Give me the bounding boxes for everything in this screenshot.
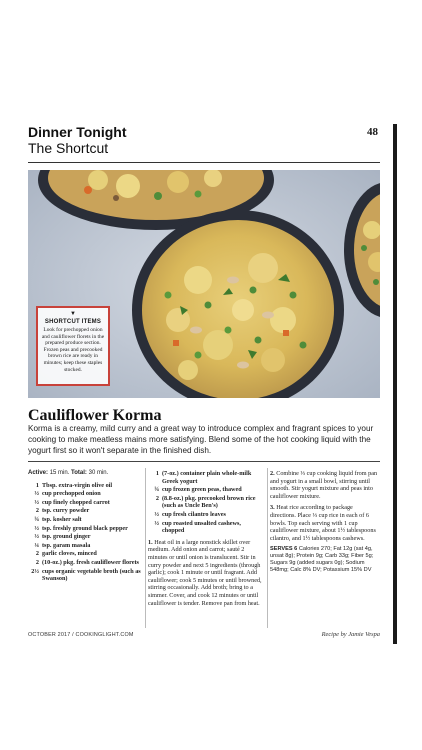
ingredient-text: tsp. freshly ground black pepper	[42, 524, 128, 532]
ingredient-text: tsp. curry powder	[42, 507, 90, 515]
ingredient-quantity: ½	[34, 533, 39, 541]
step-number: 2.	[270, 470, 275, 477]
footer-issue: OCTOBER 2017 / COOKINGLIGHT.COM	[28, 632, 134, 638]
step-text: Heat rice according to package directions. Place ⅓ cup rice in each of 6 bowls. Top each serving with 1 cup cauliflower mixture, about 1½ tablespoons cilantro, and 1½ tablespoons cashews.	[270, 504, 376, 542]
step-3	[270, 504, 380, 542]
time-line	[28, 470, 144, 478]
magazine-page	[24, 118, 380, 648]
shortcut-tip-box	[36, 306, 110, 386]
ingredient-text: cup frozen green peas, thawed	[162, 486, 242, 494]
page-header	[24, 124, 380, 164]
right-margin-rule	[393, 124, 397, 644]
ingredient-quantity: 2	[35, 550, 39, 558]
ingredient-item	[28, 568, 144, 583]
recipe-title: Cauliflower Korma	[28, 407, 162, 424]
ingredient-quantity: 2	[155, 494, 159, 502]
triangle-down-icon: ▼	[70, 311, 76, 317]
ingredient-quantity: ½	[154, 510, 159, 518]
intro-rule	[28, 461, 380, 462]
ingredient-quantity: ½	[34, 490, 39, 498]
ingredient-quantity: 2	[35, 507, 39, 515]
nutrition-text: Calories 270; Fat 12g (sat 4g, unsat 8g); Protein 9g; Carb 33g; Fiber 5g; Sugars 9g (added sugars 0g); Sodium 548mg; Calc 8% DV; Potassium 15% DV	[270, 546, 374, 574]
ingredient-text: tsp. garam masala	[42, 541, 91, 549]
ingredient-item	[28, 516, 144, 524]
ingredient-text: cup prechopped onion	[42, 490, 101, 498]
tip-body: Look for prechopped onion and cauliflower florets in the prepared produce section. Frozen peas and precooked brown rice are ready in minutes; keep these staples stocked.	[41, 327, 105, 373]
nutrition-label: SERVES 6	[270, 546, 298, 553]
total-label: Total:	[71, 470, 87, 476]
ingredient-item	[28, 550, 144, 558]
ingredient-item	[28, 542, 144, 550]
ingredient-quantity: ¾	[154, 486, 159, 494]
ingredient-text: (10-oz.) pkg. fresh cauliflower florets	[42, 558, 139, 566]
ingredient-quantity: ½	[154, 519, 159, 527]
section-subtitle: The Shortcut	[28, 140, 109, 156]
ingredient-item	[28, 525, 144, 533]
ingredient-quantity: ½	[34, 498, 39, 506]
ingredient-text: cups organic vegetable broth (such as Swanson)	[42, 567, 141, 583]
step-text: Combine ⅓ cup cooking liquid from pan and yogurt in a small bowl, stirring until smooth. Stir yogurt mixture and peas into cauliflower mixture.	[270, 470, 378, 500]
step-text: Heat oil in a large nonstick skillet over medium. Add onion and carrot; sauté 2 minutes or until onion is translucent. Stir in curry powder and next 5 ingredients (through garlic); cook 1 minute or until fragrant. Add cauliflower; cook 5 minutes or until browned, stirring occasionally. Add broth; bring to a simmer. Cover, and cook 12 minutes or until cauliflower is tender. Remove pan from heat.	[148, 538, 262, 607]
ingredient-quantity: 1	[35, 481, 39, 489]
recipe-photo	[28, 170, 380, 398]
ingredient-text: cup fresh cilantro leaves	[162, 510, 226, 518]
column-divider	[267, 468, 268, 628]
tip-title: SHORTCUT ITEMS	[44, 319, 102, 325]
ingredient-item	[28, 490, 144, 498]
total-value: 30 min.	[88, 470, 109, 476]
ingredient-quantity: ¼	[34, 541, 39, 549]
ingredient-text: Tbsp. extra-virgin olive oil	[42, 481, 113, 489]
ingredient-item	[148, 511, 264, 519]
recipe-intro: Korma is a creamy, mild curry and a great way to introduce complex and fragrant spices to your cooking to make meatless mains more satisfying. Blend some of the hot cooking liquid with the yogurt first so it won't separate in the finished dish.	[28, 424, 374, 455]
ingredient-item	[28, 499, 144, 507]
ingredient-text: (7-oz.) container plain whole-milk Greek yogurt	[162, 470, 252, 485]
ingredient-text: tsp. kosher salt	[42, 515, 82, 523]
ingredient-quantity: 1	[155, 470, 159, 477]
ingredient-quantity: 2	[35, 558, 39, 566]
ingredient-text: cup finely chopped carrot	[42, 498, 110, 506]
ingredient-text: garlic cloves, minced	[42, 550, 97, 558]
step-number: 1.	[148, 538, 153, 546]
ingredient-quantity: ½	[34, 524, 39, 532]
column-divider	[145, 468, 146, 628]
ingredient-item	[148, 495, 264, 510]
ingredient-text: tsp. ground ginger	[42, 533, 91, 541]
ingredient-item	[148, 470, 264, 485]
ingredient-item	[28, 533, 144, 541]
ingredient-item	[28, 507, 144, 515]
page-number: 48	[367, 126, 378, 138]
footer-credit: Recipe by Jamie Vespa	[321, 631, 380, 638]
ingredient-text: (8.8-oz.) pkg. precooked brown rice (such as Uncle Ben's)	[162, 494, 256, 510]
step-number: 3.	[270, 504, 275, 512]
header-rule	[28, 162, 380, 163]
ingredient-quantity: ¾	[34, 515, 39, 523]
active-label: Active:	[28, 470, 49, 476]
ingredient-item	[28, 482, 144, 490]
ingredient-quantity: 2½	[31, 567, 39, 575]
method-column	[270, 470, 380, 574]
section-title: Dinner Tonight	[28, 124, 127, 140]
ingredients-column-2	[148, 470, 264, 607]
ingredients-column-1	[28, 470, 144, 584]
ingredient-item	[148, 520, 264, 535]
ingredient-item	[28, 559, 144, 567]
active-value: 15 min.	[49, 470, 70, 476]
ingredient-text: cup roasted unsalted cashews, chopped	[162, 519, 241, 535]
nutrition-info	[270, 546, 380, 574]
step-2	[270, 470, 380, 500]
ingredient-item	[148, 486, 264, 494]
step-1	[148, 539, 264, 607]
